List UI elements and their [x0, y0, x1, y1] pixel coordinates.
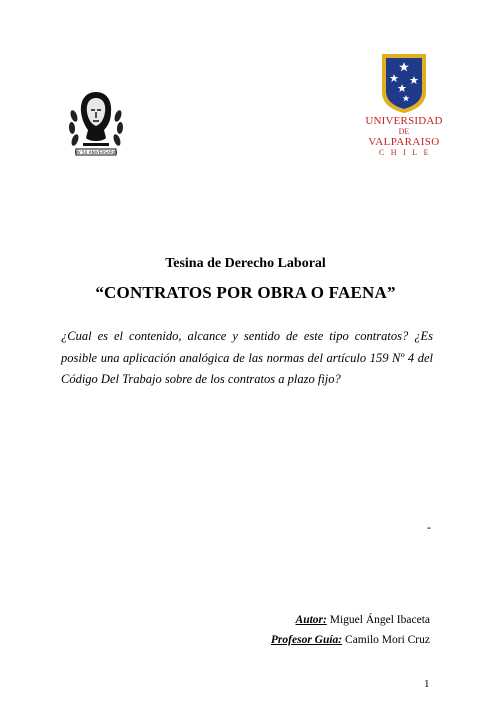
- stray-dash: -: [427, 520, 431, 534]
- author-name: Miguel Ángel Ibaceta: [329, 614, 430, 626]
- author-label: Autor:: [295, 614, 327, 626]
- classical-head-seal-icon: [66, 86, 126, 158]
- university-country: CHILE: [378, 148, 436, 157]
- author-line: [296, 614, 430, 626]
- research-question: ¿Cual es el contenido, alcance y sentido de este tipo contratos? ¿Es posible una aplicación analógica de las normas del artículo 159 Nº 4 del Código Del Trabajo sobre de los contratos a plazo fijo?: [61, 329, 433, 386]
- left-seal-logo: [66, 86, 126, 158]
- guide-label: Profesor Guía:: [270, 634, 343, 646]
- document-subtitle: Tesina de Derecho Laboral: [165, 256, 326, 271]
- document-title: “CONTRATOS POR OBRA O FAENA”: [95, 283, 396, 302]
- page-number: 1: [424, 678, 430, 690]
- star-shield-icon: [378, 52, 430, 114]
- university-logo: [362, 52, 446, 160]
- university-name-line3: VALPARAISO: [368, 136, 440, 148]
- university-name-line1: UNIVERSIDAD: [365, 115, 443, 127]
- seal-caption: UV 50 ANIVERSARIO: [74, 150, 118, 155]
- university-name-line2: DE: [398, 127, 410, 136]
- guide-name: Camilo Mori Cruz: [345, 634, 430, 646]
- guide-line: [271, 634, 430, 646]
